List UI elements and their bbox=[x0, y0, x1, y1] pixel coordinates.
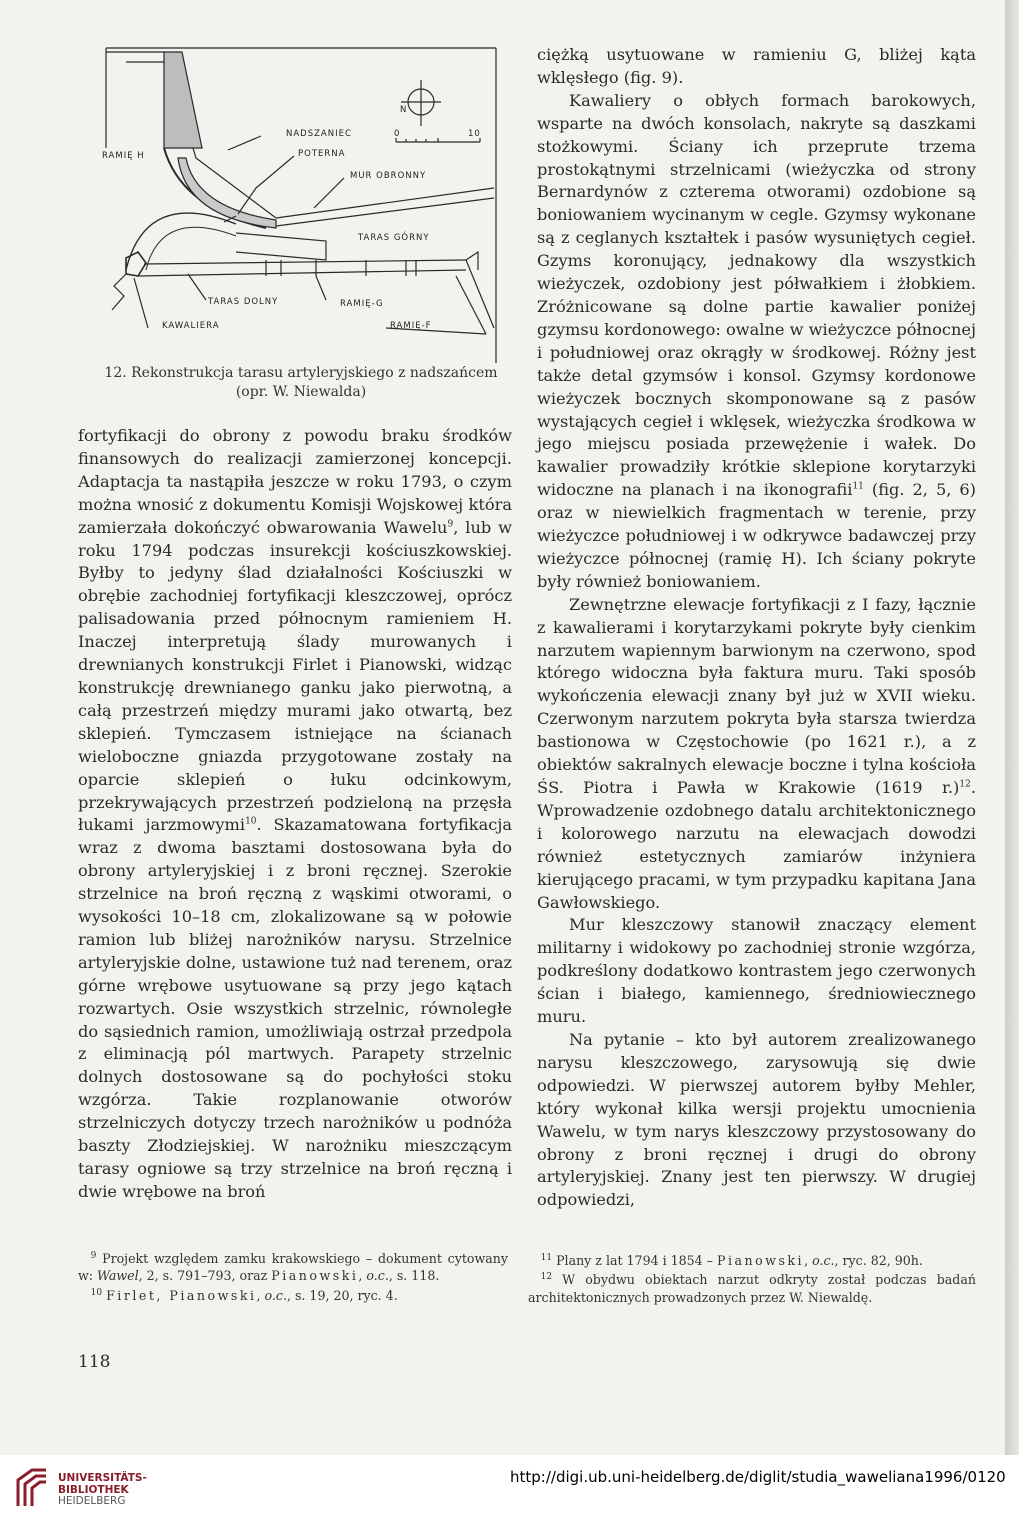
left-text-3: . Skazamatowana fortyfikacja wraz z dwoma basztami dostosowana była do obrony artyleryjskiej i z broni ręcznej. Szerokie strzelnice na broń ręczną z wąskimi otworami, o wysokości 10–18 cm, zlokalizowane są w połowie ramion lub bliżej narożników narysu. Strzelnice artyleryjskie dolne, ustawione tuż nad terenem, oraz górne wrębowe usytuowane są przy jego kątach rozwartych. Osie wszystkich strzelnic, równoległe do sąsiednich ramion, umożliwiają ostrzał przedpola z eliminacją pól martwych. Parapety strzelnic dolnych dostosowane są do pochyłości stoku wzgórza. Takie rozplanowanie otworów strzelniczych dotyczy trzech narożników u podnóża baszty Złodziejskiej. W narożniku mieszczącym tarasy ogniowe są trzy strzelnice na broń ręczną i dwie wrębowe na broń bbox=[78, 815, 512, 1201]
footnote-12-text: W obydwu obiektach narzut odkryty został podczas badań architektonicznych prowadzonych przez W. Niewaldę. bbox=[528, 1272, 976, 1305]
logo-strokes bbox=[18, 1470, 46, 1506]
right-paragraph-1: ciężką usytuowane w ramieniu G, bliżej kąta wklęsłego (fig. 9). bbox=[537, 45, 976, 87]
leader-nadszaniec bbox=[228, 136, 261, 150]
caption-credit: (opr. W. Niewalda) bbox=[235, 384, 367, 400]
ramie-g-line bbox=[138, 270, 466, 276]
leader-ramie-g bbox=[316, 276, 326, 300]
library-name-line3: HEIDELBERG bbox=[58, 1495, 126, 1507]
label-scale-end: 10 bbox=[468, 129, 481, 139]
library-name-line1: UNIVERSITÄTS- bbox=[58, 1472, 147, 1484]
label-ramie-h: RAMIĘ H bbox=[102, 151, 145, 161]
mur-obronny-line-2 bbox=[276, 198, 494, 226]
ramie-f-line bbox=[466, 260, 494, 328]
ramie-g-line-2 bbox=[144, 260, 466, 264]
label-mur-obronny: MUR OBRONNY bbox=[350, 171, 427, 181]
footnote-10-authors: Firlet, Pianowski bbox=[106, 1287, 257, 1303]
footnote-11-end: , ryc. 82, 90h. bbox=[834, 1253, 923, 1268]
footnote-10 bbox=[78, 1287, 508, 1304]
library-logo-icon bbox=[12, 1466, 52, 1510]
mur-obronny-line bbox=[276, 188, 494, 218]
document-url-link[interactable]: http://digi.ub.uni-heidelberg.de/diglit/studia_waweliana1996/0120 bbox=[510, 1468, 1006, 1486]
right-paragraph-4: Mur kleszczowy stanowił znaczący element militarny i widokowy po zachodniej stronie wzgórza, podkreślony dodatkowo kontrastem jego czerwonych ścian i białego, kamiennego, średniowiecznego muru. bbox=[537, 915, 976, 1027]
footnote-11-oc: o.c. bbox=[812, 1253, 835, 1268]
right-p3-end: . Wprowadzenie ozdobnego datalu architektonicznego i kolorowego narzutu na elewacjach dowodzi również estetycznych zamiarów inżyniera kierującego pracami, w tym przypadku kapitana Jana Gawłowskiego. bbox=[537, 778, 976, 912]
leader-mur bbox=[314, 178, 344, 208]
ramie-f-line-2 bbox=[456, 276, 486, 334]
kawaliera-tower bbox=[126, 252, 146, 276]
viewer-footer bbox=[0, 1455, 1019, 1530]
library-name[interactable] bbox=[58, 1473, 147, 1508]
wall-h-shaded bbox=[164, 52, 202, 148]
right-text-column bbox=[537, 44, 976, 1212]
figure-caption bbox=[86, 364, 516, 402]
footnote-12-number: 12 bbox=[540, 1272, 553, 1283]
label-taras-gorny: TARAS GÓRNY bbox=[358, 233, 430, 243]
footnote-9-number: 9 bbox=[90, 1250, 97, 1261]
footnote-12 bbox=[528, 1271, 976, 1306]
label-north: N bbox=[400, 105, 408, 115]
fortification-plan-figure bbox=[86, 38, 506, 363]
zigzag-right bbox=[466, 252, 478, 270]
page-number: 118 bbox=[78, 1352, 111, 1372]
left-text-2: , lub w roku 1794 podczas insurekcji kościuszkowskiej. Byłby to jedyny ślad działalności Kościuszki w obrębie zachodniej fortyfikacji kleszczowej, oprócz palisadowania przed północnym ramieniem H. Inaczej interpretują ślady murowanych i drewnianych konstrukcji Firlet i Pianowski, widząc konstrukcję drewnianego ganku jako pierwotną, a całą przestrzeń między murami jako otwartą, bez sklepień. Tymczasem istniejące na ścianach wieloboczne gniazda przygotowane zostały na oparcie sklepień o łuku odcinkowym, przekrywających przestrzeń podzieloną na przęsła łukami jarzmowymi bbox=[78, 517, 512, 835]
shaded-bastion bbox=[178, 158, 276, 228]
right-p3-text: Zewnętrzne elewacje fortyfikacji z I fazy, łącznie z kawalierami i korytarzykami pokryte były cienkim narzutem wapiennym barwionym na czerwono, spod którego widoczna była faktura muru. Taki sposób wykończenia elewacji znany był już w XVII wieku. Czerwonym narzutem pokryta była starsza twierdza bastionowa w Częstochowie (po 1621 r.), a z obiektów sakralnych elewacje boczne i tylna kościoła ŚS. Piotra i Pawła w Krakowie (1619 r.) bbox=[537, 594, 976, 797]
footnotes-right bbox=[528, 1252, 976, 1308]
footnote-9-author: Pianowski bbox=[271, 1268, 359, 1284]
page-edge-shadow bbox=[1005, 0, 1019, 1455]
taras-gorny-outline bbox=[236, 233, 326, 260]
footnote-11-number: 11 bbox=[540, 1252, 553, 1263]
curved-terrace-outer bbox=[126, 213, 236, 270]
footnote-9 bbox=[78, 1250, 508, 1285]
label-kawaliera: KAWALIERA bbox=[162, 321, 220, 331]
footnotes-left bbox=[78, 1250, 508, 1306]
footnote-9-wawel: Wawel bbox=[97, 1268, 139, 1284]
footnote-10-end: , s. 19, 20, ryc. 4. bbox=[286, 1287, 398, 1303]
right-paragraph-3 bbox=[537, 594, 976, 915]
left-text-column bbox=[78, 425, 512, 1204]
caption-title: 12. Rekonstrukcja tarasu artyleryjskiego z nadszańcem bbox=[104, 365, 498, 381]
footnote-ref-9: 9 bbox=[447, 519, 454, 530]
leader-kawaliera bbox=[134, 278, 148, 328]
label-ramie-g: RAMIĘ-G bbox=[340, 299, 384, 309]
library-name-line2: BIBLIOTHEK bbox=[58, 1483, 129, 1496]
footnote-9-text: Projekt względem zamku krakowskiego – dokument cytowany w: bbox=[78, 1251, 508, 1284]
footnote-11-comma: , bbox=[804, 1253, 813, 1268]
label-poterna: POTERNA bbox=[298, 149, 346, 159]
right-paragraph-2 bbox=[537, 90, 976, 594]
right-p2-end: (fig. 2, 5, 6) oraz w niewielkich fragmentach w terenie, przy wieżyczce południowej i w odkrywce badawczej przy wieżyczce północnej (ramię H). Ich ściany pokryte były również boniowaniem. bbox=[537, 480, 976, 591]
footnote-11 bbox=[528, 1252, 976, 1269]
footnote-ref-12: 12 bbox=[959, 779, 971, 790]
label-nadszaniec: NADSZANIEC bbox=[286, 129, 352, 139]
zigzag-left bbox=[112, 274, 126, 310]
label-scale-start: 0 bbox=[394, 129, 401, 139]
footnote-9-text-2: , 2, s. 791–793, oraz bbox=[138, 1268, 272, 1284]
label-taras-dolny: TARAS DOLNY bbox=[208, 297, 279, 307]
footnote-11-author: Pianowski bbox=[716, 1253, 805, 1268]
footnote-11-text: Plany z lat 1794 i 1854 – bbox=[556, 1253, 717, 1268]
label-ramie-f: RAMIĘ-F bbox=[390, 321, 432, 331]
footnote-10-number: 10 bbox=[90, 1287, 103, 1298]
right-p2-text: Kawaliery o obłych formach barokowych, wsparte na dwóch konsolach, nakryte są daszkami stożkowymi. Ściany ich przeprute trzema prostokątnymi strzelnicami (wieżyczka od strony Bernardynów z czterema otworami) ozdobione są boniowaniem wycinanym w cegle. Gzymsy wykonane są z ceglanych kształtek i pasów wysuniętych cegieł. Gzyms koronujący, jednakowy dla wszystkich wieżyczek, ozdobiony jest półwałkiem i żłobkiem. Zróżnicowane są dolne partie kawalier poniżej gzymsu kordonowego: owalne w wieżyczce północnej i południowej oraz okrągły w środkowej. Różny jest także detal gzymsów i konsol. Gzymsy kordonowe wieżyczek bocznych skomponowane są z pasów wystających cegieł i wklęsek, wieżyczka środkowa w jego miejscu posiada przewężenie i wałek. Do kawalier prowadziły krótkie sklepione korytarzyki widoczne na planach i na ikonografii bbox=[537, 90, 976, 500]
footnote-ref-11: 11 bbox=[852, 481, 864, 492]
footnote-10-oc: o.c. bbox=[264, 1287, 287, 1303]
leader-taras-dolny bbox=[188, 274, 206, 300]
leader-poterna bbox=[256, 156, 294, 188]
footnote-ref-10: 10 bbox=[245, 817, 257, 828]
left-text-1: fortyfikacji do obrony z powodu braku środków finansowych do realizacji zamierzonej koncepcji. Adaptacja ta nastąpiła jeszcze w roku 1793, o czym można wnosić z dokumentu Komisji Wojskowej która zamierzała dokończyć obwarowania Wawelu bbox=[78, 426, 512, 537]
right-paragraph-5: Na pytanie – kto był autorem zrealizowanego narysu kleszczowego, zarysowują się dwie odpowiedzi. W pierwszej autorem byłby Mehler, który wykonał kilka wersji projektu umocnienia Wawelu, w tym narys kleszczowy przystosowany do obrony z broni ręcznej i drugi do obrony artyleryjskiej. Znany jest ten pierwszy. W drugiej odpowiedzi, bbox=[537, 1029, 976, 1210]
left-paragraph bbox=[78, 425, 512, 1204]
footnote-9-oc: o.c. bbox=[366, 1268, 389, 1284]
footnote-9-end: , s. 118. bbox=[388, 1268, 440, 1284]
footnote-10-comma: , bbox=[256, 1287, 265, 1303]
footnote-9-comma: , bbox=[358, 1268, 367, 1284]
